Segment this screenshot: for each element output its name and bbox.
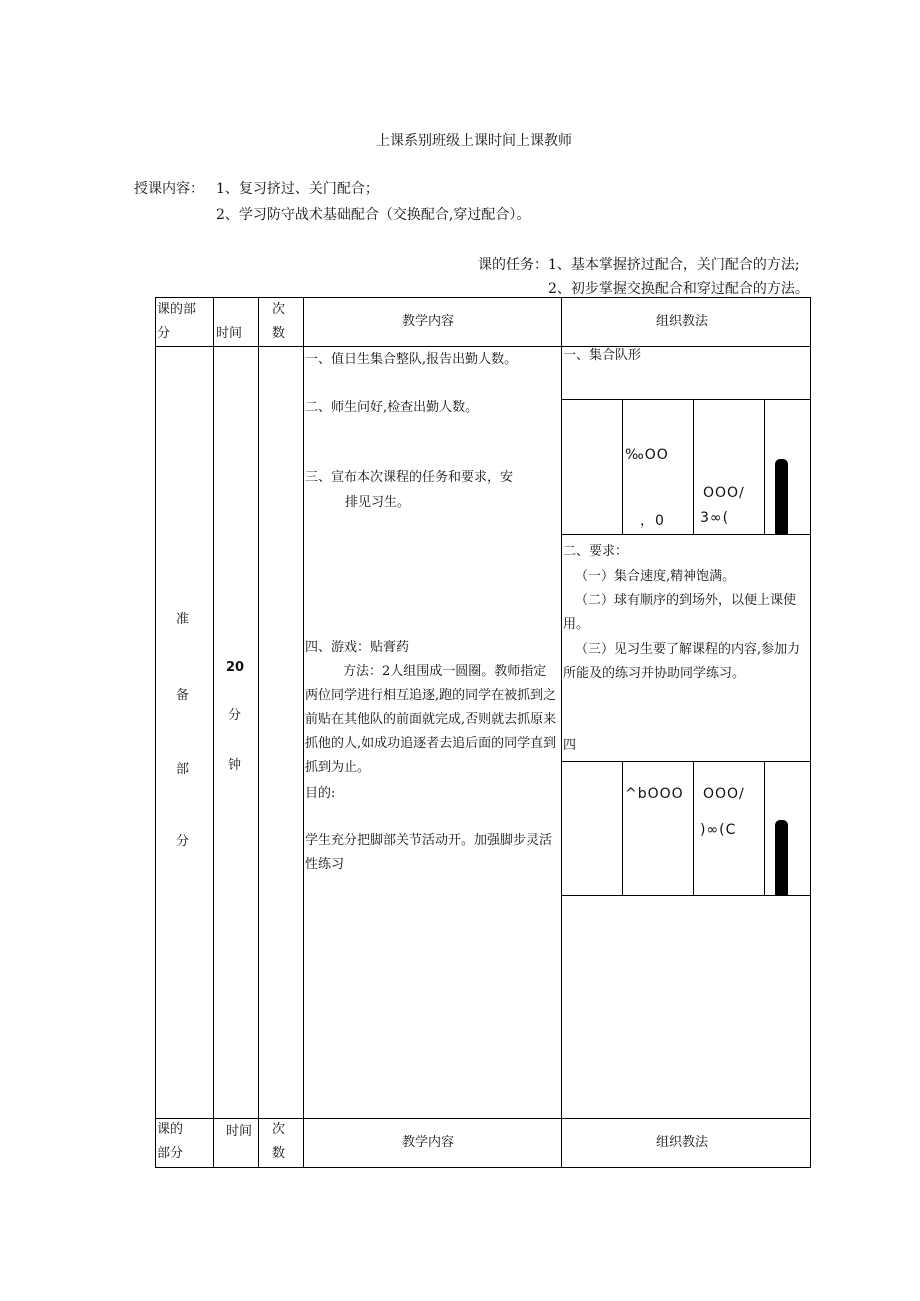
- footer-part-line2: 部分: [157, 1146, 184, 1161]
- req-1: （一）集合速度,精神饱满。: [575, 569, 736, 584]
- part-char-3: 部: [176, 762, 190, 777]
- diagram1-glyph-c: OOO∕: [703, 485, 745, 501]
- diagram2-glyph-c: OOO∕: [703, 786, 745, 802]
- content-item-4-title: 四、游戏：贴膏药: [305, 640, 410, 655]
- content-label: 授课内容：: [134, 181, 204, 197]
- footer-method: 组织教法: [656, 1135, 709, 1150]
- task-line-2: 2、初步掌握交换配合和穿过配合的方法。: [548, 281, 809, 297]
- time-number: 20: [226, 660, 245, 675]
- req-title: 二、要求：: [563, 544, 629, 559]
- four-label: 四: [563, 738, 577, 753]
- time-unit-2: 钟: [228, 758, 242, 773]
- footer-time: 时间: [226, 1124, 253, 1139]
- formation-title: 一、集合队形: [563, 348, 642, 363]
- time-unit-1: 分: [228, 708, 242, 723]
- part-char-4: 分: [176, 834, 190, 849]
- content-item-2: 二、师生问好,检查出勤人数。: [305, 400, 479, 415]
- header-method: 组织教法: [656, 314, 709, 329]
- task-label: 课的任务：: [478, 257, 548, 273]
- req-3: （三）见习生要了解课程的内容,参加力所能及的练习并协助同学练习。: [563, 642, 801, 681]
- header-part-line1: 课的部: [157, 302, 197, 317]
- part-char-2: 备: [176, 688, 190, 703]
- diagram1-glyph-b: ，0: [640, 513, 665, 529]
- part-char-1: 准: [176, 612, 190, 627]
- req-2: （二）球有顺序的到场外，以便上课使用。: [563, 593, 797, 632]
- pillar-icon: [775, 820, 788, 895]
- footer-count-line1: 次: [272, 1122, 286, 1137]
- content-item-3-line2: 排见习生。: [345, 495, 411, 510]
- goal-label: 目的:: [305, 786, 336, 801]
- diagram2-glyph-a: ^bOOO: [625, 786, 684, 802]
- task-line-1: 1、基本掌握挤过配合，关门配合的方法;: [548, 257, 800, 273]
- footer-part-line1: 课的: [157, 1122, 184, 1137]
- diagram1-glyph-a: ‰OO: [625, 447, 669, 463]
- header-count-line1: 次: [272, 302, 286, 317]
- diagram2-glyph-d: )∞(C: [700, 822, 737, 838]
- document-title: 上课系别班级上课时间上课教师: [376, 133, 572, 149]
- header-time: 时间: [216, 326, 243, 341]
- content-item-4-method: 方法：2人组围成一圆圈。教师指定两位同学进行相互追逐,跑的同学在被抓到之前贴在其他队的前面就完成,否则就去抓原来抓他的人,如成功追逐者去追后面的同学直到抓到为止。: [305, 664, 557, 775]
- pillar-icon: [775, 459, 788, 534]
- header-count-line2: 数: [272, 326, 286, 341]
- footer-content: 教学内容: [402, 1135, 455, 1150]
- goal-text: 学生充分把脚部关节活动开。加强脚步灵活性练习: [305, 833, 553, 872]
- footer-count-line2: 数: [272, 1146, 286, 1161]
- header-content: 教学内容: [402, 314, 455, 329]
- content-item-1: 一、值日生集合整队,报告出勤人数。: [305, 352, 518, 367]
- content-item-3-line1: 三、宣布本次课程的任务和要求，安: [305, 470, 514, 485]
- content-line-1: 1、复习挤过、关门配合；: [216, 181, 379, 197]
- diagram1-glyph-d: 3∞(: [700, 510, 730, 526]
- header-part-line2: 分: [157, 326, 171, 341]
- content-line-2: 2、学习防守战术基础配合（交换配合,穿过配合）。: [216, 207, 531, 223]
